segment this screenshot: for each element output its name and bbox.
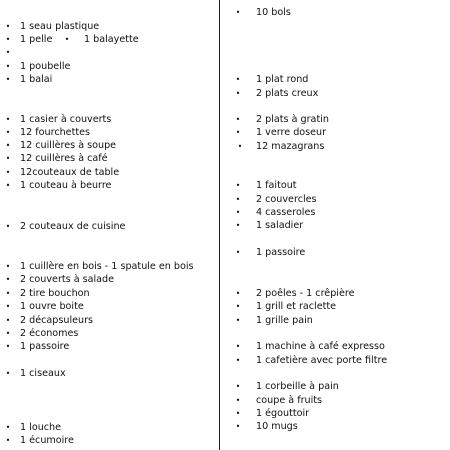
list-item-text: 1 égouttoir <box>256 408 310 419</box>
list-item-text: 10 mugs <box>256 421 298 432</box>
list-item-text: 12 fourchettes <box>20 127 90 138</box>
bullet-icon: • <box>5 128 11 137</box>
list-item-text: 2 tire bouchon <box>20 288 90 299</box>
list-item-text: 1 couteau à beurre <box>20 180 112 191</box>
list-item <box>0 152 218 166</box>
list-item <box>222 219 450 233</box>
bullet-icon: • <box>235 409 241 418</box>
list-item <box>0 434 218 448</box>
list-item-text: 1 faitout <box>256 180 297 191</box>
list-item-text: 1 seau plastique <box>20 21 100 32</box>
list-item <box>0 139 218 153</box>
list-item <box>222 287 450 301</box>
bullet-icon: • <box>5 275 11 284</box>
list-item <box>222 246 450 260</box>
list-item-text: 12 cuillères à soupe <box>20 140 117 151</box>
bullet-icon: • <box>235 422 241 431</box>
list-item <box>0 179 218 193</box>
bullet-icon: • <box>5 62 11 71</box>
bullet-icon: • <box>5 329 11 338</box>
list-item-text: 2 décapsuleurs <box>20 315 94 326</box>
list-item-text: 4 casseroles <box>256 207 316 218</box>
list-item-text: 2 couvercles <box>256 194 317 205</box>
bullet-icon: • <box>235 8 241 17</box>
bullet-icon: • <box>235 89 241 98</box>
list-item-text: 1 verre doseur <box>256 127 327 138</box>
bullet-icon: • <box>235 208 241 217</box>
list-item-text: 1 louche <box>20 422 62 433</box>
bullet-icon: • <box>5 222 11 231</box>
list-item <box>0 60 218 74</box>
list-item <box>222 126 450 140</box>
list-item-text: 2 plats à gratin <box>256 114 329 125</box>
bullet-icon: • <box>5 181 11 190</box>
list-item <box>0 340 218 354</box>
list-item <box>0 33 218 47</box>
list-item-text: 1 cafetière avec porte filtre <box>256 355 388 366</box>
bullet-icon: • <box>235 248 241 257</box>
list-item-text: 12 mazagrans <box>256 141 325 152</box>
bullet-icon: • <box>235 316 241 325</box>
bullet-icon: • <box>235 195 241 204</box>
list-item <box>222 6 450 20</box>
list-item-text: 1 casier à couverts <box>20 114 112 125</box>
list-item <box>222 87 450 101</box>
bullet-icon: • <box>5 141 11 150</box>
bullet-icon: • <box>64 35 70 44</box>
list-item-text: 1 grille pain <box>256 315 313 326</box>
list-item-text: 1 passoire <box>256 247 306 258</box>
bullet-icon: • <box>5 369 11 378</box>
list-item-text: 2 économes <box>20 328 79 339</box>
bullet-icon: • <box>235 356 241 365</box>
list-item <box>0 421 218 435</box>
bullet-icon: • <box>5 75 11 84</box>
bullet-icon: • <box>5 35 11 44</box>
list-item-text: 2 couverts à salade <box>20 274 115 285</box>
list-item-text: 2 plats creux <box>256 88 319 99</box>
bullet-icon: • <box>235 396 241 405</box>
list-item <box>222 206 450 220</box>
list-item <box>0 126 218 140</box>
list-item <box>0 273 218 287</box>
bullet-icon: • <box>5 436 11 445</box>
list-item-text: 2 poêles - 1 crêpière <box>256 288 355 299</box>
list-item-text: 1 ciseaux <box>20 368 66 379</box>
list-item <box>222 380 450 394</box>
list-item <box>222 420 450 434</box>
list-item <box>222 193 450 207</box>
bullet-icon: • <box>5 115 11 124</box>
bullet-icon: • <box>235 382 241 391</box>
list-item-text: 12 cuillères à café <box>20 153 108 164</box>
bullet-icon: • <box>5 154 11 163</box>
list-item <box>0 220 218 234</box>
bullet-icon: • <box>235 181 241 190</box>
list-item-text: 1 cuillère en bois - 1 spatule en bois <box>20 261 194 272</box>
list-item <box>222 73 450 87</box>
bullet-icon: • <box>5 22 11 31</box>
list-item <box>0 287 218 301</box>
list-item-text: 12couteaux de table <box>20 167 120 178</box>
list-item <box>0 260 218 274</box>
list-item-text: 1 ouvre boite <box>20 301 84 312</box>
bullet-icon: • <box>5 316 11 325</box>
bullet-icon: • <box>235 342 241 351</box>
bullet-icon: • <box>235 128 241 137</box>
list-item-text: 1 grill et raclette <box>256 301 337 312</box>
bullet-icon: • <box>235 302 241 311</box>
bullet-icon: • <box>237 142 243 151</box>
list-item <box>222 314 450 328</box>
list-item <box>222 407 450 421</box>
list-item-text: 1 balai <box>20 74 53 85</box>
list-item <box>222 300 450 314</box>
list-item <box>0 327 218 341</box>
list-item <box>0 166 218 180</box>
bullet-icon: • <box>5 48 11 57</box>
list-item-text: 1 balayette <box>84 34 139 45</box>
list-item-text: 1 écumoire <box>20 435 74 446</box>
list-item-text: 1 pelle <box>20 34 53 45</box>
bullet-icon: • <box>5 302 11 311</box>
list-item <box>222 394 450 408</box>
column-divider <box>219 0 220 450</box>
list-item-text: 2 couteaux de cuisine <box>20 221 126 232</box>
list-item-text: 1 passoire <box>20 341 70 352</box>
list-item <box>0 300 218 314</box>
list-item-text: 1 saladier <box>256 220 304 231</box>
list-item-text: 1 poubelle <box>20 61 71 72</box>
list-item <box>0 46 218 60</box>
list-item-text: coupe à fruits <box>256 395 323 406</box>
list-item <box>0 73 218 87</box>
list-item <box>0 314 218 328</box>
bullet-icon: • <box>235 115 241 124</box>
bullet-icon: • <box>235 289 241 298</box>
list-item <box>0 367 218 381</box>
list-item <box>0 113 218 127</box>
bullet-icon: • <box>5 168 11 177</box>
list-item <box>222 140 450 154</box>
list-item-text: 1 plat rond <box>256 74 309 85</box>
bullet-icon: • <box>5 262 11 271</box>
left-column <box>0 0 218 450</box>
list-item <box>222 179 450 193</box>
list-item <box>222 354 450 368</box>
list-item-text: 1 corbeille à pain <box>256 381 339 392</box>
list-item <box>0 20 218 34</box>
list-item-text: 10 bols <box>256 7 291 18</box>
bullet-icon: • <box>235 75 241 84</box>
bullet-icon: • <box>5 423 11 432</box>
list-item <box>222 113 450 127</box>
bullet-icon: • <box>5 342 11 351</box>
list-item-text: 1 machine à café expresso <box>256 341 385 352</box>
bullet-icon: • <box>235 221 241 230</box>
bullet-icon: • <box>5 289 11 298</box>
right-column <box>222 0 450 450</box>
list-item <box>222 340 450 354</box>
